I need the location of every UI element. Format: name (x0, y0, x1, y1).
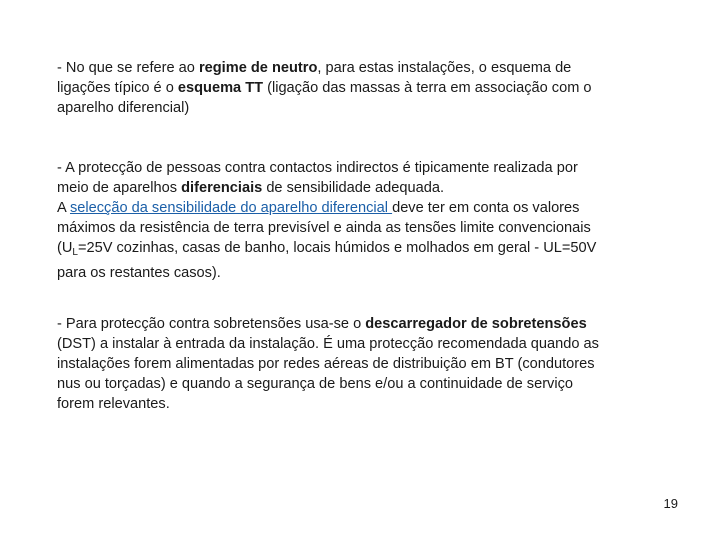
text-line (57, 178, 657, 198)
text-line: forem relevantes. (57, 396, 170, 412)
text-line (57, 78, 657, 98)
text-line (57, 198, 657, 218)
text-line (57, 314, 657, 334)
text-line: para os restantes casos). (57, 265, 221, 281)
text-run: - No que se refere ao (57, 60, 199, 76)
text-run: =25V cozinhas, casas de banho, locais húmidos e molhados em geral - UL=50V (77, 240, 597, 256)
bold-term-diferenciais: diferenciais (181, 180, 263, 196)
text-run: - Para protecção contra sobretensões usa-se o (57, 316, 366, 332)
text-line (57, 238, 657, 263)
text-line: máximos da resistência de terra previsível e ainda as tensões limite convencionais (57, 220, 591, 236)
bold-term-regime-de-neutro: regime de neutro (198, 60, 318, 76)
text-run: , para estas instalações, o esquema de (317, 60, 572, 76)
sensitivity-selection-link[interactable]: selecção da sensibilidade do aparelho diferencial (69, 200, 393, 216)
text-run: de sensibilidade adequada. (262, 180, 445, 196)
page-number: 19 (663, 496, 678, 511)
paragraph-neutral-regime (57, 58, 657, 118)
text-line: aparelho diferencial) (57, 100, 190, 116)
text-run: deve ter em conta os valores (392, 200, 580, 216)
bold-term-esquema-tt: esquema TT (177, 80, 264, 96)
text-line: instalações forem alimentadas por redes aéreas de distribuição em BT (condutores (57, 356, 595, 372)
text-line (57, 58, 657, 78)
text-run: (U (57, 240, 73, 256)
text-line: nus ou torçadas) e quando a segurança de bens e/ou a continuidade de serviço (57, 376, 574, 392)
text-run: ligações típico é o (57, 80, 178, 96)
text-run: A (57, 200, 70, 216)
text-run: meio de aparelhos (57, 180, 182, 196)
text-run: (ligação das massas à terra em associação com o (263, 80, 592, 96)
text-line: - A protecção de pessoas contra contactos indirectos é tipicamente realizada por (57, 160, 578, 176)
text-line: (DST) a instalar à entrada da instalação. É uma protecção recomendada quando as (57, 336, 599, 352)
paragraph-overvoltage-protection (57, 314, 657, 414)
subscript-l: L (72, 247, 78, 258)
paragraph-indirect-contact-protection (57, 158, 657, 283)
bold-term-descarregador: descarregador de sobretensões (365, 316, 587, 332)
